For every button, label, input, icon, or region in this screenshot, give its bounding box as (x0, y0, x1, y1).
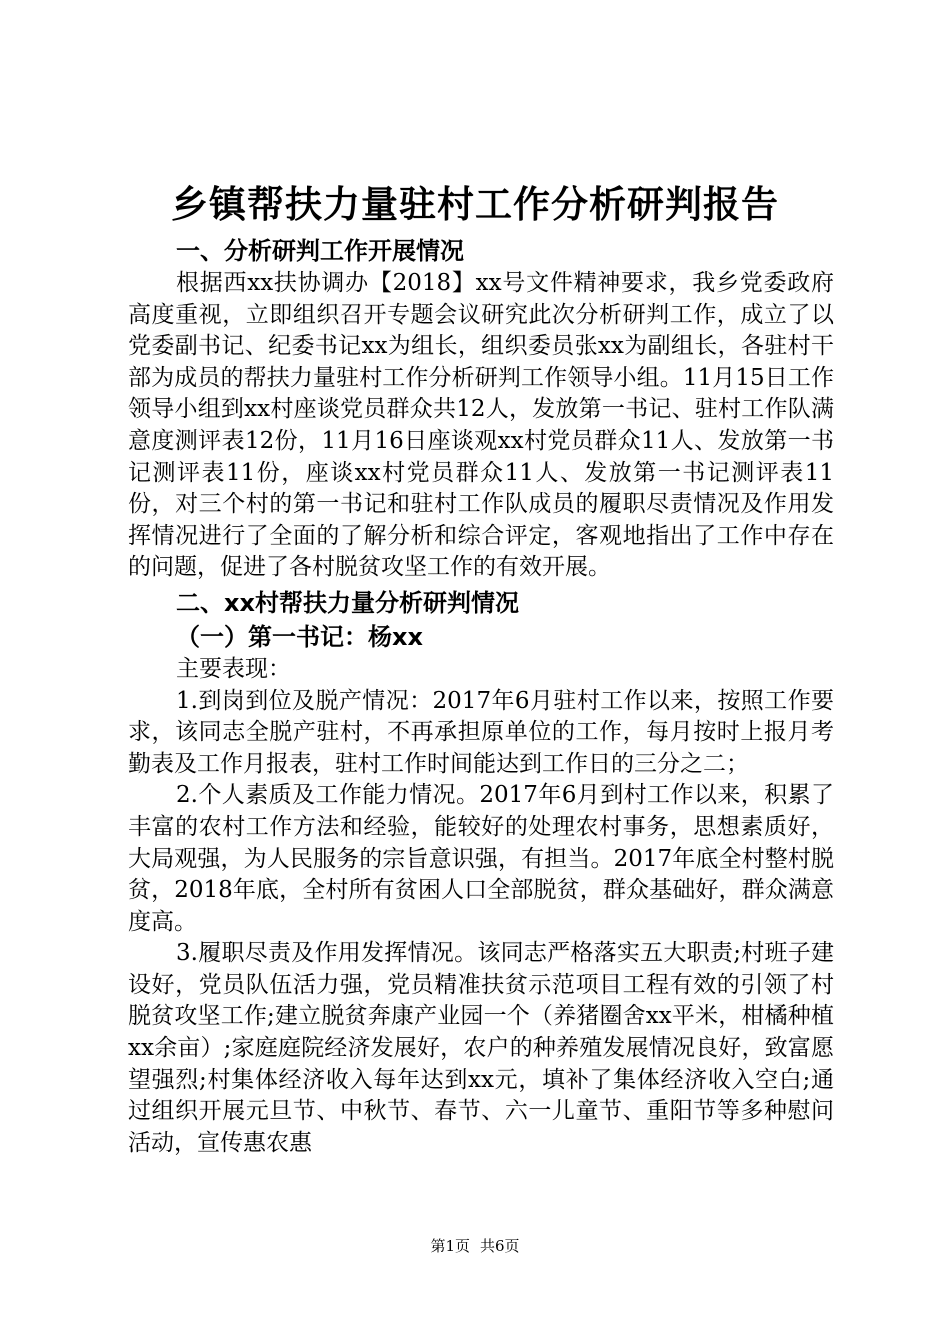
item-3-paragraph: 3.履职尽责及作用发挥情况。该同志严格落实五大职责;村班子建设好，党员队伍活力强，党员精准扶贫示范项目工程有效的引领了村脱贫攻坚工作;建立脱贫奔康产业园一个（养猪圈舍xx平米，柑橘种植xx余亩）;家庭庭院经济发展好，农户的种养殖发展情况良好，致富愿望强烈;村集体经济收入每年达到xx元，填补了集体经济收入空白;通过组织开展元旦节、中秋节、春节、六一儿童节、重阳节等多种慰问活动，宣传惠农惠 (128, 940, 834, 1156)
subsection-1-heading: （一）第一书记：杨xx (176, 622, 423, 651)
main-performance-label: 主要表现： (176, 655, 291, 682)
item-1-paragraph: 1.到岗到位及脱产情况：2017年6月驻村工作以来，按照工作要求，该同志全脱产驻村，不再承担原单位的工作，每月按时上报月考勤表及工作月报表，驻村工作时间能达到工作日的三分之二； (128, 687, 834, 777)
document-title: 乡镇帮扶力量驻村工作分析研判报告 (171, 183, 779, 226)
page-number: 第1页 (430, 1237, 470, 1255)
page-total: 共6页 (480, 1237, 520, 1255)
section-2-heading: 二、xx村帮扶力量分析研判情况 (176, 588, 519, 617)
section-1-paragraph: 根据西xx扶协调办【2018】xx号文件精神要求，我乡党委政府高度重视，立即组织召开专题会议研究此次分析研判工作，成立了以党委副书记、纪委书记xx为组长，组织委员张xx为副组长，各驻村干部为成员的帮扶力量驻村工作分析研判工作领导小组。11月15日工作领导小组到xx村座谈党员群众共12人，发放第一书记、驻村工作队满意度测评表12份，11月16日座谈观xx村党员群众11人、发放第一书记测评表11份，座谈xx村党员群众11人、发放第一书记测评表11份，对三个村的第一书记和驻村工作队成员的履职尽责情况及作用发挥情况进行了全面的了解分析和综合评定，客观地指出了工作中存在的问题，促进了各村脱贫攻坚工作的有效开展。 (128, 270, 834, 581)
document-body (128, 234, 834, 1159)
section-1-heading: 一、分析研判工作开展情况 (176, 237, 464, 265)
page-footer (0, 1236, 950, 1256)
item-2-paragraph: 2.个人素质及工作能力情况。2017年6月到村工作以来，积累了丰富的农村工作方法和经验，能较好的处理农村事务，思想素质好，大局观强，为人民服务的宗旨意识强，有担当。2017年底全村整村脱贫，2018年底，全村所有贫困人口全部脱贫，群众基础好，群众满意度高。 (128, 782, 834, 935)
